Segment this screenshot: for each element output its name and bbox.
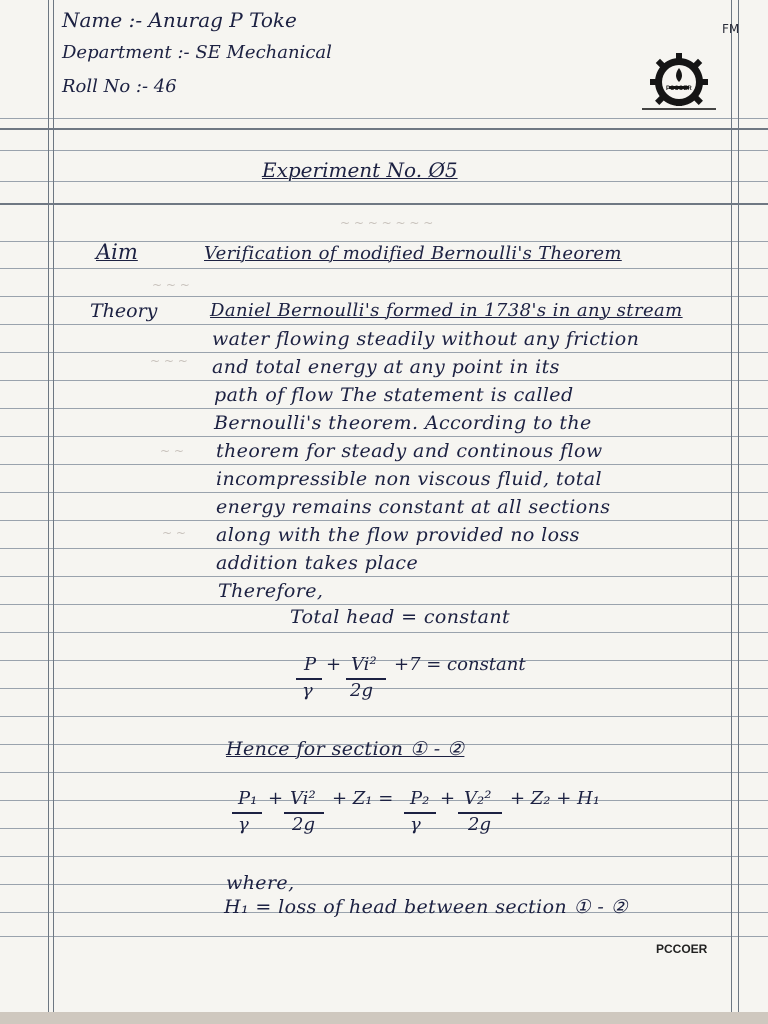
- rule-line: [0, 436, 768, 437]
- theory-line: Bernoulli's theorem. According to the: [214, 412, 592, 434]
- bleed-through-mark: ~ ~ ~: [150, 354, 188, 368]
- theory-line: incompressible non viscous fluid, total: [216, 468, 602, 490]
- bernoulli-equation: [296, 654, 556, 704]
- page-edge: [0, 1012, 768, 1024]
- pressure-term: P: [304, 654, 317, 675]
- rule-line: [0, 203, 768, 205]
- modified-bernoulli-equation: [232, 788, 632, 838]
- rule-line: [0, 464, 768, 465]
- theory-line: addition takes place: [216, 552, 419, 574]
- rule-line: [0, 772, 768, 773]
- rule-line: [0, 520, 768, 521]
- rule-line: [0, 856, 768, 857]
- rule-line: [0, 118, 768, 119]
- aim-label: Aim: [96, 240, 138, 264]
- bleed-through-mark: ~ ~ ~ ~ ~ ~ ~: [340, 216, 434, 230]
- gravity-term: 2g: [292, 814, 315, 835]
- theory-line: energy remains constant at all sections: [216, 496, 611, 518]
- rule-line: [0, 268, 768, 269]
- head-loss-definition: H₁ = loss of head between section ① - ②: [224, 896, 629, 918]
- footer-college-name: PCCOER: [656, 942, 708, 956]
- theory-label: Theory: [90, 300, 158, 322]
- theory-line: Daniel Bernoulli's formed in 1738's in any stream: [210, 300, 683, 321]
- bleed-through-mark: ~ ~ ~: [152, 278, 190, 292]
- specific-weight-symbol: γ: [238, 814, 249, 835]
- bleed-through-mark: ~ ~: [162, 526, 186, 540]
- operator: +: [326, 654, 342, 675]
- velocity-term-2: V₂²: [464, 788, 492, 809]
- margin-line-right: [731, 0, 732, 1024]
- department: Department :- SE Mechanical: [62, 42, 332, 63]
- specific-weight-symbol: γ: [302, 680, 313, 701]
- theory-line: path of flow The statement is called: [214, 384, 574, 406]
- roll-number: Roll No :- 46: [62, 76, 177, 97]
- therefore-text: Therefore,: [218, 580, 324, 602]
- elevation-and-loss-term: + Z₂ + H₁: [510, 788, 600, 809]
- rule-line: [0, 936, 768, 937]
- elevation-term-1: + Z₁ =: [332, 788, 394, 809]
- specific-weight-symbol: γ: [410, 814, 421, 835]
- operator: +: [268, 788, 284, 809]
- rule-line: [0, 352, 768, 353]
- rule-line: [0, 296, 768, 297]
- rule-line: [0, 576, 768, 577]
- college-logo-label: PCCOER: [666, 86, 692, 92]
- gravity-term: 2g: [468, 814, 491, 835]
- rule-line: [0, 604, 768, 605]
- margin-line-right-outer: [738, 0, 739, 1024]
- operator: +: [440, 788, 456, 809]
- college-logo-icon: [636, 52, 722, 114]
- form-mark: FM: [722, 22, 740, 36]
- student-name: Name :- Anurag P Toke: [62, 8, 297, 32]
- margin-line-left: [48, 0, 49, 1024]
- bleed-through-mark: ~ ~: [160, 444, 184, 458]
- college-logo: [636, 52, 722, 114]
- rule-line: [0, 632, 768, 633]
- rule-line: [0, 408, 768, 409]
- rule-line: [0, 884, 768, 885]
- aim-text: Verification of modified Bernoulli's Theorem: [204, 243, 622, 264]
- theory-line: along with the flow provided no loss: [216, 524, 580, 546]
- theory-line: and total energy at any point in its: [212, 356, 560, 378]
- theory-line: theorem for steady and continous flow: [216, 440, 603, 462]
- rule-line: [0, 128, 768, 130]
- gravity-term: 2g: [350, 680, 373, 701]
- experiment-title: Experiment No. Ø5: [262, 158, 458, 182]
- rule-line: [0, 324, 768, 325]
- pressure-term-2: P₂: [410, 788, 430, 809]
- rule-line: [0, 380, 768, 381]
- margin-line-left-inner: [53, 0, 54, 1024]
- rule-line: [0, 150, 768, 151]
- total-head-text: Total head = constant: [290, 606, 510, 628]
- pressure-term-1: P₁: [238, 788, 258, 809]
- velocity-term-1: Vi²: [290, 788, 316, 809]
- constant-term: +7 = constant: [394, 654, 526, 675]
- rule-line: [0, 716, 768, 717]
- velocity-term: Vi²: [351, 654, 377, 675]
- rule-line: [0, 548, 768, 549]
- rule-line: [0, 492, 768, 493]
- where-text: where,: [226, 872, 295, 894]
- hence-line: Hence for section ① - ②: [226, 738, 465, 760]
- theory-line: water flowing steadily without any friction: [212, 328, 640, 350]
